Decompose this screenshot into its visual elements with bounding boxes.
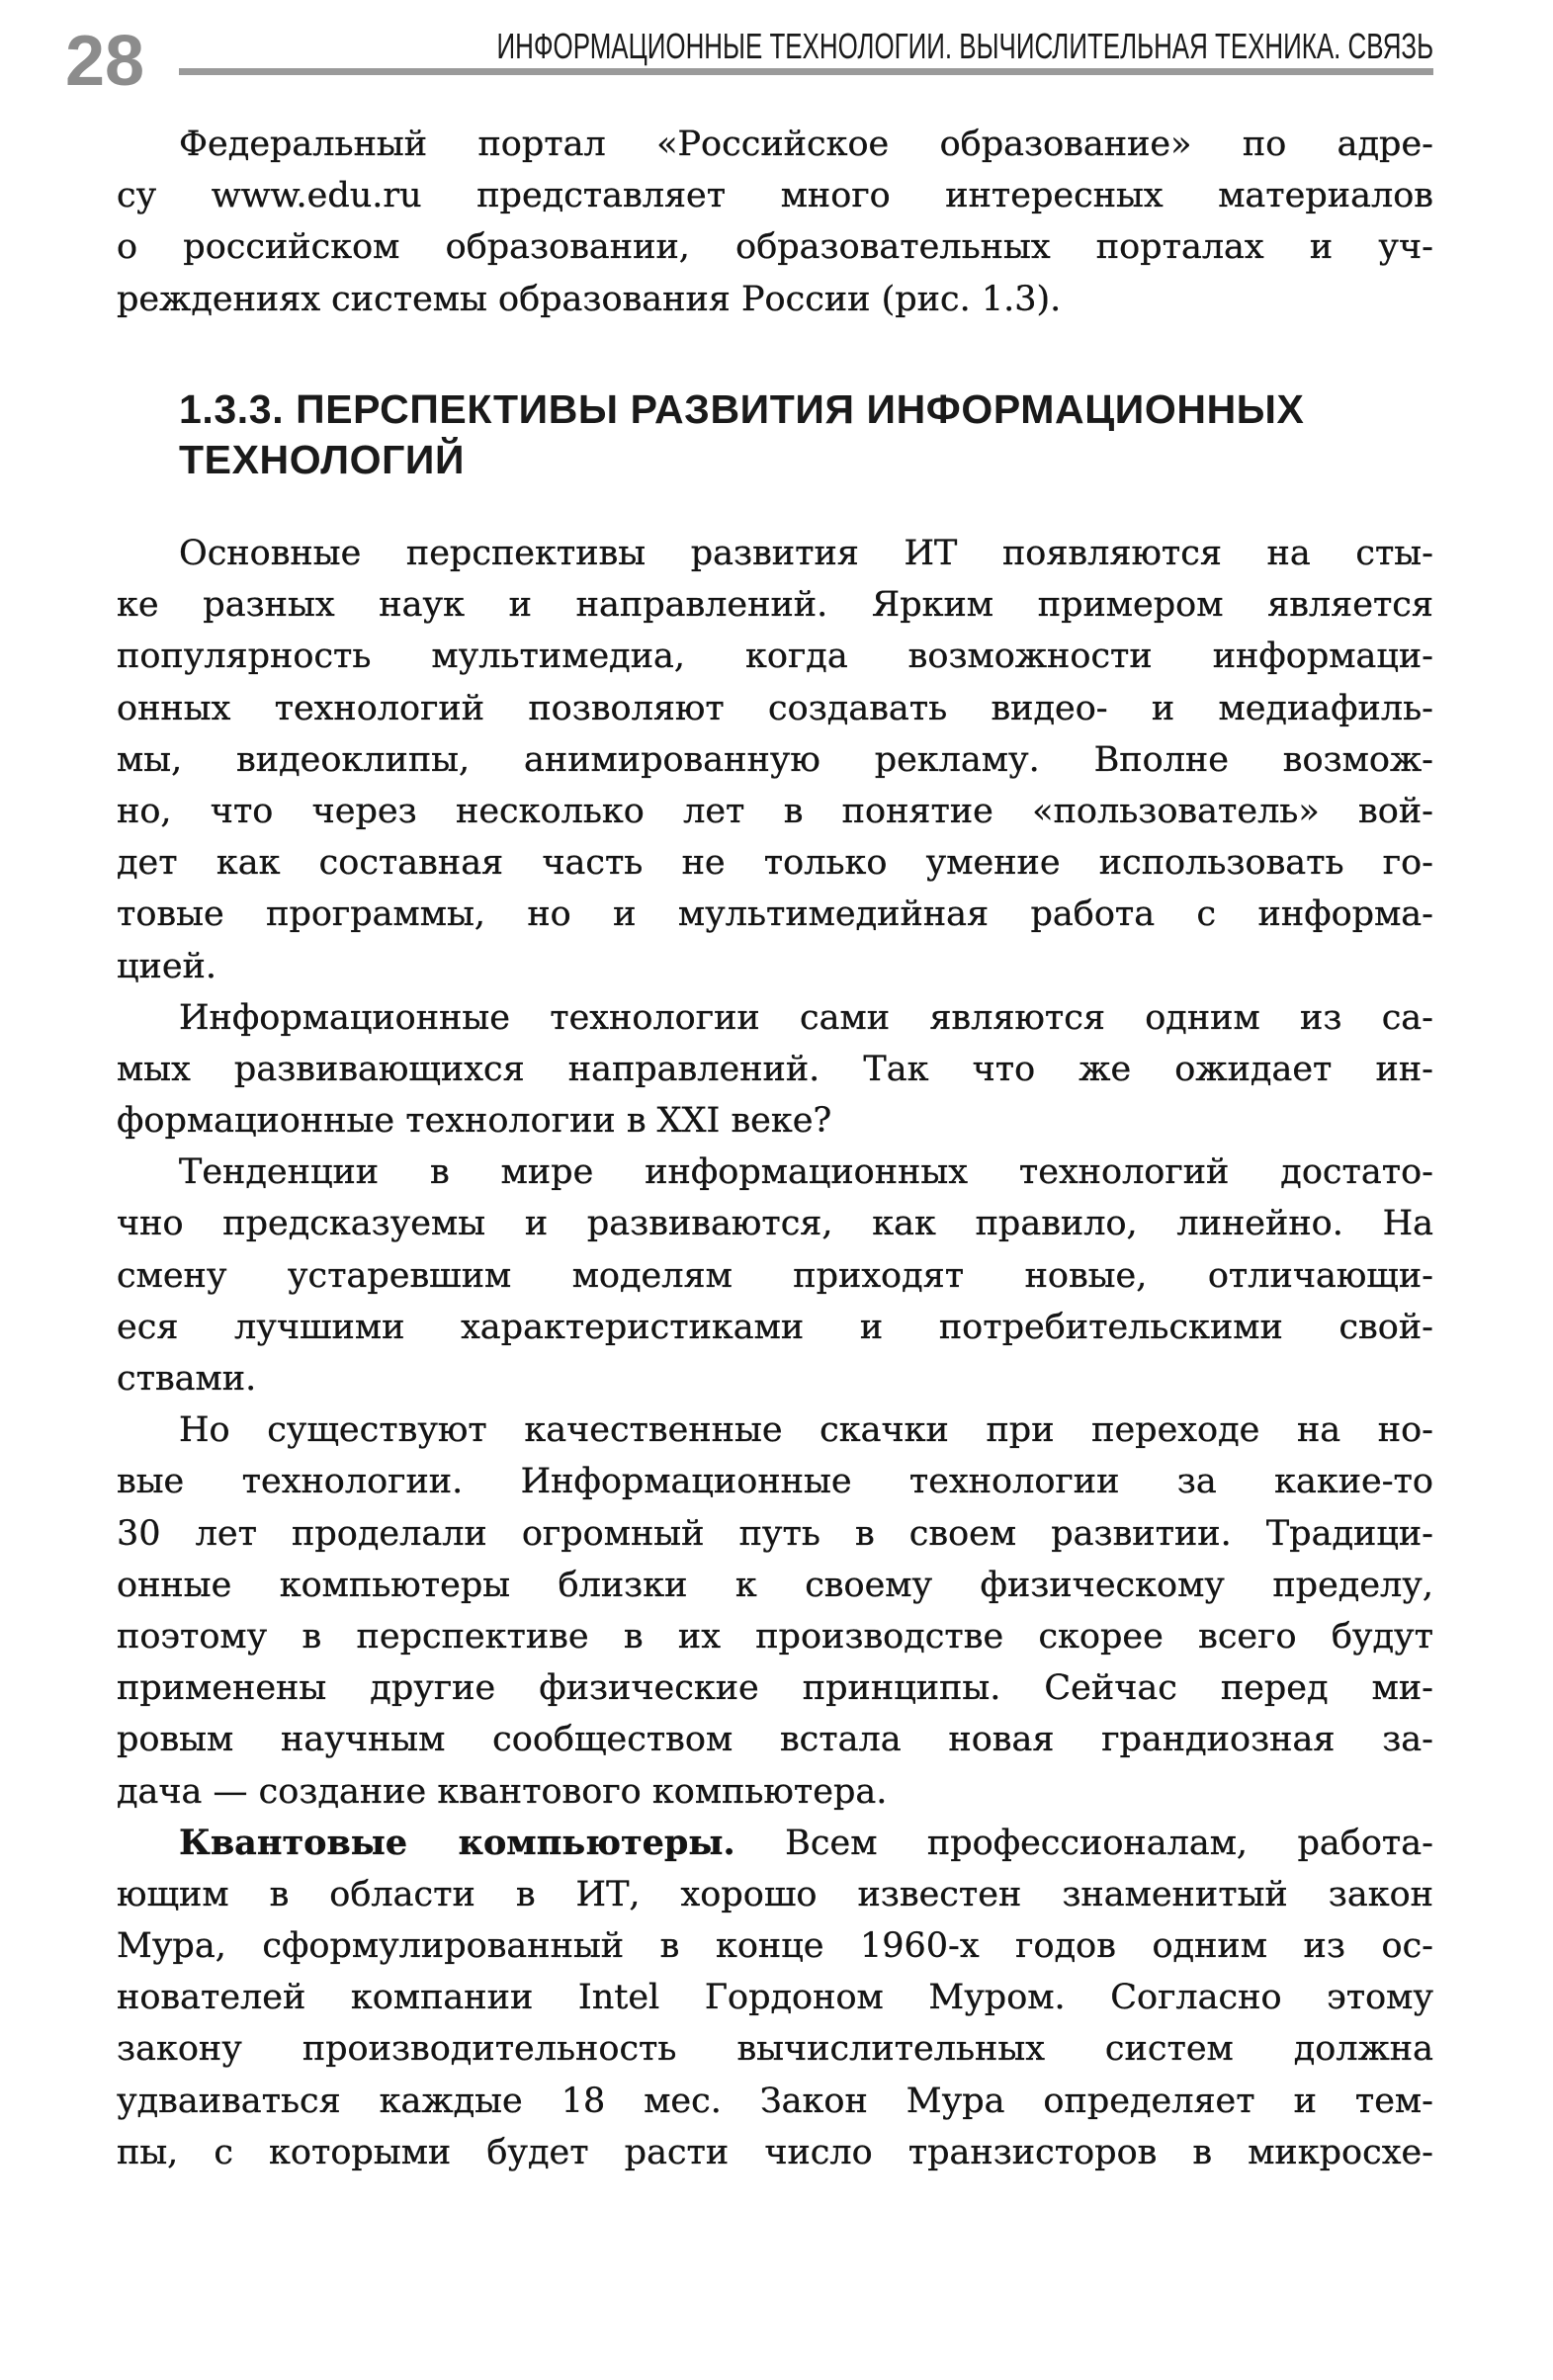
text-line: Основные перспективы развития ИТ появляются на сты- <box>179 534 1433 573</box>
heading-line: ТЕХНОЛОГИЙ <box>179 437 466 482</box>
section-body <box>117 528 1433 2178</box>
text-line: онных технологий позволяют создавать видео- и медиафиль- <box>117 688 1433 728</box>
paragraph <box>117 1818 1433 2178</box>
text-line: закону производительность вычислительных систем должна <box>117 2029 1433 2070</box>
text-line: Мура, сформулированный в конце 1960-х годов одним из ос- <box>117 1926 1433 1967</box>
run-in-heading: Квантовые компьютеры. <box>179 1822 735 1863</box>
text-line: вые технологии. Информационные технологии за какие-то <box>117 1462 1433 1502</box>
text-line: о российском образовании, образовательных порталах и уч- <box>117 227 1433 268</box>
text-line: ке разных наук и направлений. Ярким примером является <box>117 585 1433 626</box>
text-line: товые программы, но и мультимедийная работа с информа- <box>117 894 1433 935</box>
text-line: 30 лет проделали огромный путь в своем развитии. Традици- <box>117 1513 1433 1554</box>
text-line: дет как составная часть не только умение использовать го- <box>117 843 1433 884</box>
text-line: удваиваться каждые 18 мес. Закон Мура определяет и тем- <box>117 2081 1433 2121</box>
text-line: формационные технологии в XXI веке? <box>117 1101 832 1142</box>
text-line: чно предсказуемы и развиваются, как правило, линейно. На <box>117 1204 1433 1244</box>
text-line: Тенденции в мире информационных технологий достато- <box>179 1152 1433 1193</box>
paragraph <box>117 1404 1433 1818</box>
text-line <box>117 1818 1433 1869</box>
text-line: еся лучшими характеристиками и потребительскими свой- <box>117 1307 1433 1347</box>
text-line: ровым научным сообществом встала новая грандиозная за- <box>117 1720 1433 1760</box>
intro-paragraph <box>117 119 1433 325</box>
text-line: су www.edu.ru представляет много интересных материалов <box>117 176 1433 216</box>
paragraph <box>117 992 1433 1148</box>
text-line: популярность мультимедиа, когда возможности информаци- <box>117 637 1433 677</box>
text-line: нователей компании Intel Гордоном Муром. Согласно этому <box>117 1978 1433 2018</box>
header-rule <box>179 68 1433 75</box>
section-heading <box>179 384 1304 485</box>
text-line: поэтому в перспективе в их производстве скорее всего будут <box>117 1616 1433 1657</box>
page-number: 28 <box>65 22 145 101</box>
text-line: мых развивающихся направлений. Так что же ожидает ин- <box>117 1049 1433 1089</box>
text-line: цией. <box>117 946 217 986</box>
text-line: онные компьютеры близки к своему физическому пределу, <box>117 1565 1433 1605</box>
text-run: Всем профессионалам, работа- <box>785 1823 1433 1863</box>
text-line: но, что через несколько лет в понятие «пользователь» вой- <box>117 791 1433 831</box>
heading-line: 1.3.3. ПЕРСПЕКТИВЫ РАЗВИТИЯ ИНФОРМАЦИОННЫХ <box>179 386 1305 432</box>
text-line: ющим в области в ИТ, хорошо известен знаменитый закон <box>117 1874 1433 1914</box>
text-line: реждениях системы образования России (рис. 1.3). <box>117 279 1062 319</box>
text-line: Но существуют качественные скачки при переходе на но- <box>179 1410 1433 1451</box>
text-line: мы, видеоклипы, анимированную рекламу. Вполне возмож- <box>117 739 1433 780</box>
text-line: дача — создание квантового компьютера. <box>117 1771 888 1812</box>
text-line: Информационные технологии сами являются одним из са- <box>179 997 1433 1038</box>
text-line: применены другие физические принципы. Сейчас перед ми- <box>117 1668 1433 1709</box>
paragraph <box>117 528 1433 992</box>
running-title: ИНФОРМАЦИОННЫЕ ТЕХНОЛОГИИ. ВЫЧИСЛИТЕЛЬНАЯ ТЕХНИКА. СВЯЗЬ <box>496 26 1433 66</box>
paragraph <box>117 1147 1433 1404</box>
text-line: Федеральный портал «Российское образование» по адре- <box>179 125 1433 164</box>
text-line: ствами. <box>117 1359 257 1399</box>
text-line: пы, с которыми будет расти число транзисторов в микросхе- <box>117 2132 1433 2172</box>
text-line: смену устаревшим моделям приходят новые, отличающи- <box>117 1255 1433 1296</box>
